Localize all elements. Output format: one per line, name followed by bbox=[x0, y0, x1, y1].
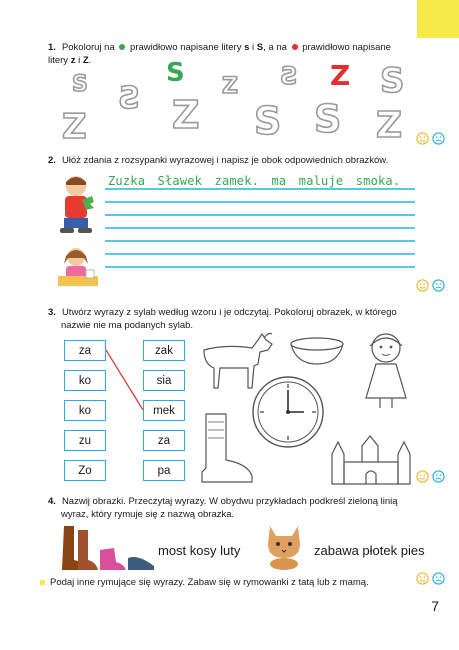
self-assessment-faces-1[interactable] bbox=[416, 132, 445, 145]
task1-number: 1. bbox=[48, 42, 56, 53]
letter[interactable]: Z bbox=[62, 107, 87, 147]
sad-face-icon[interactable] bbox=[432, 279, 445, 292]
task4-instruction: 4. Nazwij obrazki. Przeczytaj wyrazy. W obydwu przykładach podkreśl zieloną linią wyraz, który rymuje się z nazwą obrazka. bbox=[48, 496, 398, 520]
syllable-box[interactable]: zak bbox=[143, 340, 185, 361]
writing-lines[interactable] bbox=[105, 188, 415, 278]
example-connecting-line bbox=[106, 348, 144, 414]
syllable-box[interactable]: za bbox=[64, 340, 106, 361]
letter[interactable]: S bbox=[254, 99, 282, 143]
letter[interactable]: S bbox=[118, 81, 140, 116]
girl-painting-illustration bbox=[56, 244, 100, 290]
corner-tab bbox=[417, 0, 459, 38]
syllable-box[interactable]: Zo bbox=[64, 460, 106, 481]
boot-outline-illustration[interactable] bbox=[196, 412, 256, 486]
letter[interactable]: S bbox=[380, 61, 405, 101]
letter[interactable]: S bbox=[280, 62, 298, 90]
sad-face-icon[interactable] bbox=[432, 470, 445, 483]
syllable-box[interactable]: za bbox=[143, 430, 185, 451]
happy-face-icon[interactable] bbox=[416, 470, 429, 483]
syllable-box[interactable]: sia bbox=[143, 370, 185, 391]
syllable-box[interactable]: pa bbox=[143, 460, 185, 481]
rhyme-phrase-2[interactable]: zabawa płotek pies bbox=[314, 543, 425, 558]
self-assessment-faces-4[interactable] bbox=[416, 572, 445, 585]
syllable-box[interactable]: ko bbox=[64, 370, 106, 391]
extra-task-text: Podaj inne rymujące się wyrazy. Zabaw się w rymowanki z tatą lub z mamą. bbox=[50, 577, 369, 588]
red-dot-icon bbox=[292, 44, 298, 50]
boy-with-dragon-illustration bbox=[56, 172, 100, 240]
page-number: 7 bbox=[431, 598, 439, 614]
castle-outline-illustration[interactable] bbox=[328, 432, 414, 486]
green-dot-icon bbox=[119, 44, 125, 50]
task3-instruction: 3. Utwórz wyrazy z sylab według wzoru i je odczytaj. Pokoloruj obrazek, w którego nazwie nie ma podanych sylab. bbox=[48, 307, 397, 331]
letter[interactable]: S bbox=[314, 97, 342, 141]
happy-face-icon[interactable] bbox=[416, 132, 429, 145]
self-assessment-faces-3[interactable] bbox=[416, 470, 445, 483]
task1-instruction: 1. Pokoloruj na prawidłowo napisane litery s i S, a na prawidłowo napisane litery z i Z. bbox=[48, 42, 391, 66]
self-assessment-faces-2[interactable] bbox=[416, 279, 445, 292]
syllable-box[interactable]: mek bbox=[143, 400, 185, 421]
letter[interactable]: Z bbox=[376, 105, 403, 146]
boots-and-shoes-illustration bbox=[60, 526, 156, 572]
example-green-letter: S bbox=[166, 58, 185, 88]
kitten-illustration bbox=[262, 522, 306, 570]
syllable-box[interactable]: ko bbox=[64, 400, 106, 421]
example-red-letter: Z bbox=[330, 59, 351, 92]
bowl-outline-illustration[interactable] bbox=[288, 336, 346, 366]
doll-outline-illustration[interactable] bbox=[356, 328, 416, 412]
yellow-bullet-icon bbox=[40, 580, 45, 585]
clock-outline-illustration[interactable] bbox=[250, 374, 326, 450]
rhyme-phrase-1[interactable]: most kosy luty bbox=[158, 543, 241, 558]
sad-face-icon[interactable] bbox=[432, 572, 445, 585]
sad-face-icon[interactable] bbox=[432, 132, 445, 145]
scrambled-words: Zuzka Sławek zamek. ma maluje smoka. bbox=[108, 174, 401, 188]
syllable-box[interactable]: zu bbox=[64, 430, 106, 451]
letter[interactable]: S bbox=[72, 72, 88, 97]
letter[interactable]: Z bbox=[222, 74, 238, 99]
task2-instruction: 2. Ułóż zdania z rozsypanki wyrazowej i napisz je obok odpowiednich obrazków. bbox=[48, 155, 389, 166]
letter[interactable]: Z bbox=[172, 93, 200, 137]
happy-face-icon[interactable] bbox=[416, 279, 429, 292]
happy-face-icon[interactable] bbox=[416, 572, 429, 585]
